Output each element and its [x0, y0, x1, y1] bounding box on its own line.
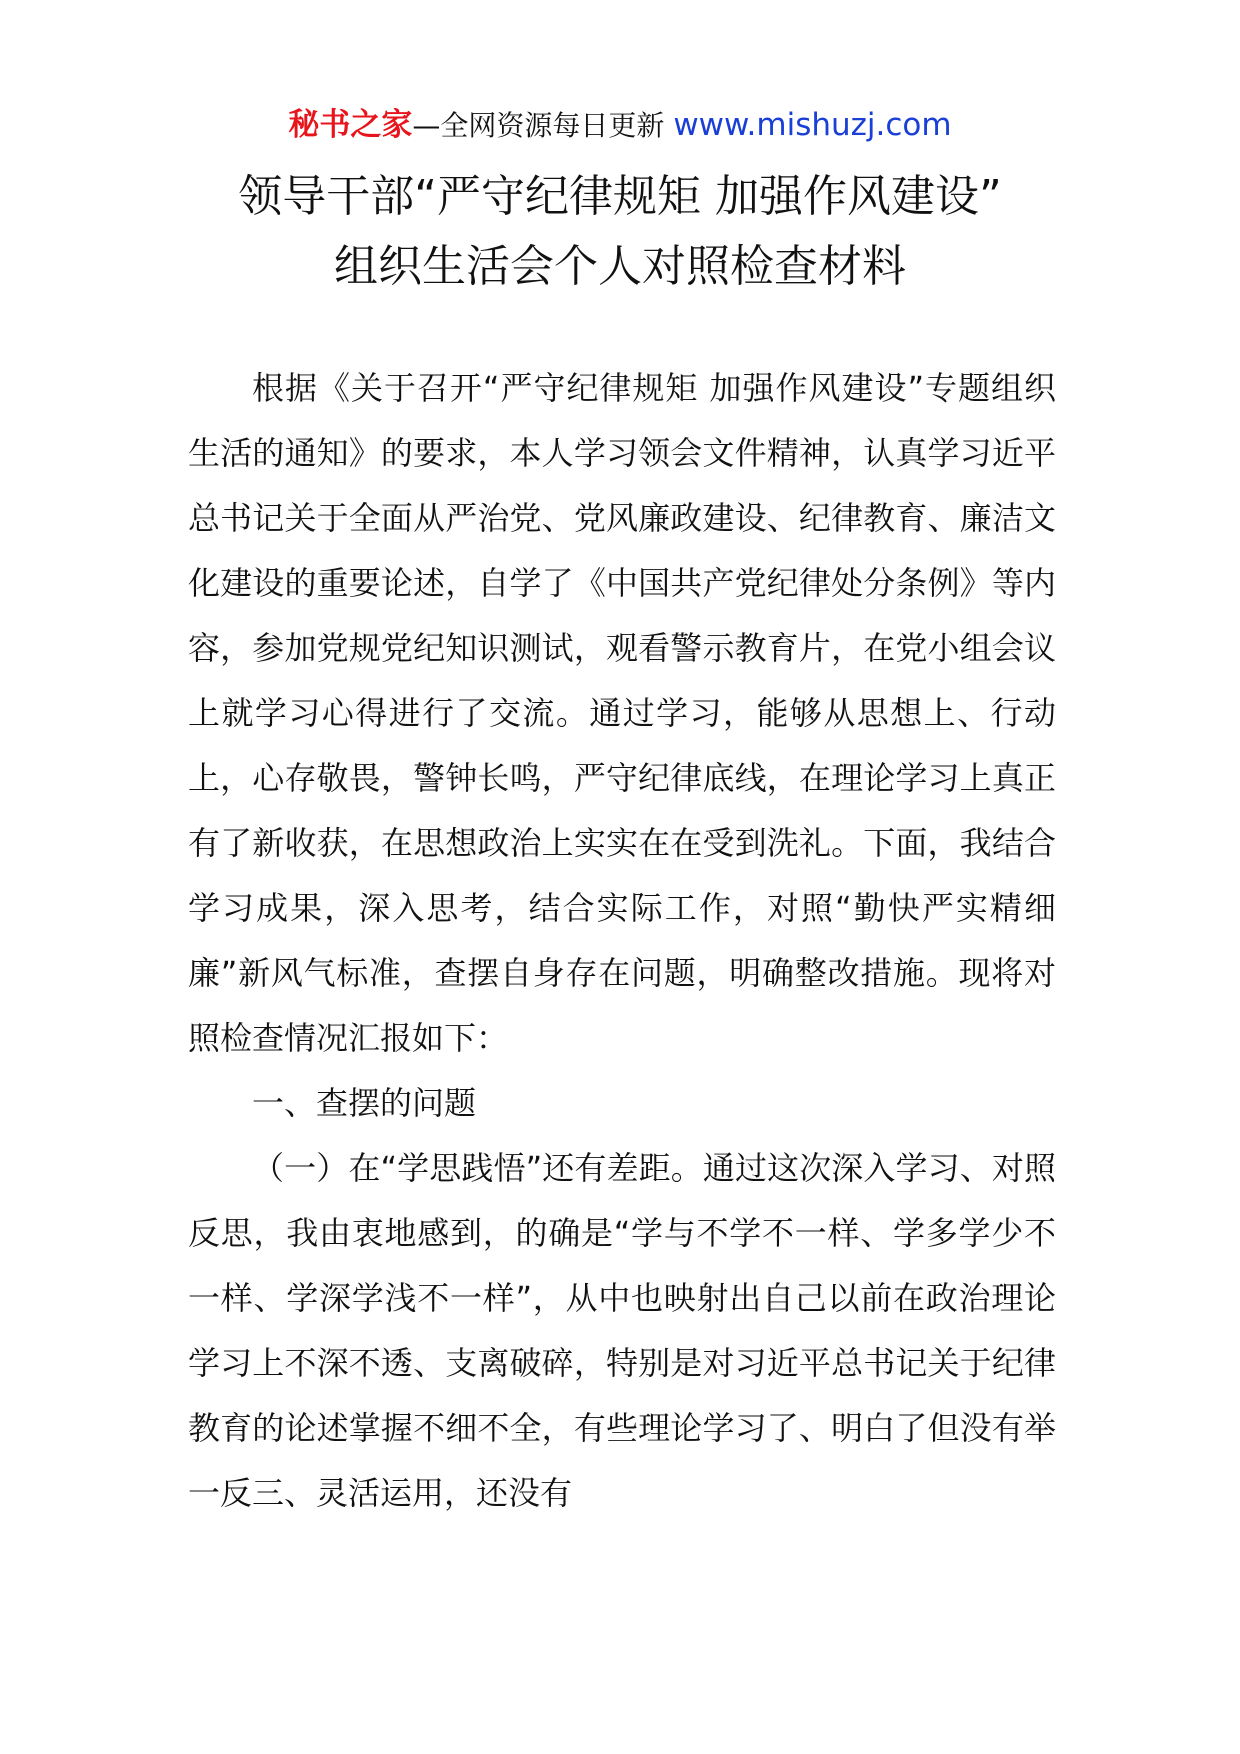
title-line-2: 组织生活会个人对照检查材料	[334, 241, 906, 292]
title-line-1: 领导干部“严守纪律规矩 加强作风建设”	[238, 171, 1002, 222]
site-url-link[interactable]: www.mishuzj.com	[673, 107, 952, 143]
section-paragraph: （一）在“学思践悟”还有差距。通过这次深入学习、对照反思，我由衷地感到，的确是“学与不学不一样、学多学少不一样、学深学浅不一样”，从中也映射出自己以前在政治理论学习上不深不透、支离破碎，特别是对习近平总书记关于纪律教育的论述掌握不细不全，有些理论学习了、明白了但没有举一反三、灵活运用，还没有	[188, 1149, 1056, 1512]
brand-name: 秘书之家	[288, 107, 413, 143]
site-banner	[0, 100, 1240, 151]
section-heading: 一、查摆的问题	[252, 1084, 477, 1122]
banner-slogan: —全网资源每日更新	[412, 109, 674, 142]
document-title	[0, 162, 1240, 302]
intro-paragraph: 根据《关于召开“严守纪律规矩 加强作风建设”专题组织生活的通知》的要求，本人学习领会文件精神，认真学习近平总书记关于全面从严治党、党风廉政建设、纪律教育、廉洁文化建设的重要论述，自学了《中国共产党纪律处分条例》等内容，参加党规党纪知识测试，观看警示教育片，在党小组会议上就学习心得进行了交流。通过学习，能够从思想上、行动上，心存敬畏，警钟长鸣，严守纪律底线，在理论学习上真正有了新收获，在思想政治上实实在在受到洗礼。下面，我结合学习成果，深入思考，结合实际工作，对照“勤快严实精细廉”新风气标准，查摆自身存在问题，明确整改措施。现将对照检查情况汇报如下：	[188, 369, 1056, 1057]
document-body	[188, 356, 1056, 1526]
